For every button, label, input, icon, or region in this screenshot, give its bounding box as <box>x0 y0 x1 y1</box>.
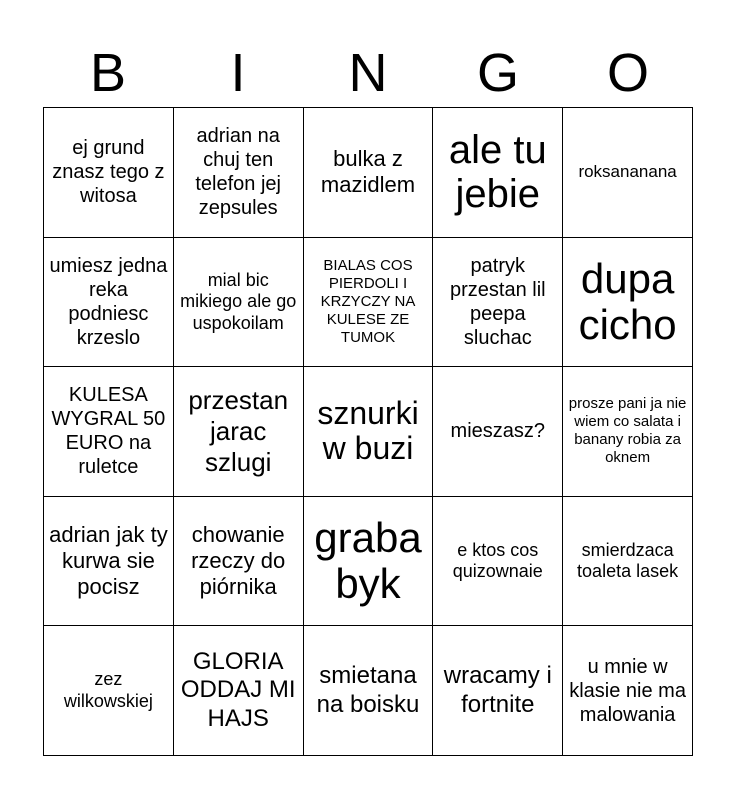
bingo-cell-r5c1[interactable]: zez wilkowskiej <box>44 626 174 756</box>
bingo-cell-r4c3[interactable]: graba byk <box>304 497 434 627</box>
bingo-cell-r1c5[interactable]: roksananana <box>563 108 693 238</box>
bingo-cell-r3c1[interactable]: KULESA WYGRAL 50 EURO na ruletce <box>44 367 174 497</box>
bingo-cell-r5c3[interactable]: smietana na boisku <box>304 626 434 756</box>
bingo-cell-r3c2[interactable]: przestan jarac szlugi <box>174 367 304 497</box>
bingo-cell-r2c1[interactable]: umiesz jedna reka podniesc krzeslo <box>44 238 174 368</box>
header-letter-b: B <box>89 43 127 103</box>
bingo-cell-r2c3[interactable]: BIALAS COS PIERDOLI I KRZYCZY NA KULESE ZE TUMOK <box>304 238 434 368</box>
bingo-cell-r2c5[interactable]: dupa cicho <box>563 238 693 368</box>
bingo-cell-r4c1[interactable]: adrian jak ty kurwa sie pocisz <box>44 497 174 627</box>
bingo-cell-r3c5[interactable]: prosze pani ja nie wiem co salata i banany robia za oknem <box>563 367 693 497</box>
header-letter-i: I <box>230 43 246 103</box>
bingo-cell-r2c2[interactable]: mial bic mikiego ale go uspokoilam <box>174 238 304 368</box>
header-letter-g: G <box>476 43 519 103</box>
bingo-cell-r1c4[interactable]: ale tu jebie <box>433 108 563 238</box>
bingo-cell-r1c1[interactable]: ej grund znasz tego z witosa <box>44 108 174 238</box>
bingo-cell-r2c4[interactable]: patryk przestan lil peepa sluchac <box>433 238 563 368</box>
bingo-cell-r1c2[interactable]: adrian na chuj ten telefon jej zepsules <box>174 108 304 238</box>
bingo-cell-r3c4[interactable]: mieszasz? <box>433 367 563 497</box>
header-letter-n: N <box>348 43 388 103</box>
header-letter-o: O <box>606 43 649 103</box>
bingo-cell-r5c4[interactable]: wracamy i fortnite <box>433 626 563 756</box>
bingo-board <box>43 107 693 756</box>
bingo-cell-r4c2[interactable]: chowanie rzeczy do piórnika <box>174 497 304 627</box>
bingo-header <box>43 40 693 106</box>
bingo-cell-r4c5[interactable]: smierdzaca toaleta lasek <box>563 497 693 627</box>
bingo-cell-r1c3[interactable]: bulka z mazidlem <box>304 108 434 238</box>
bingo-cell-r4c4[interactable]: e ktos cos quizownaie <box>433 497 563 627</box>
bingo-cell-r3c3[interactable]: sznurki w buzi <box>304 367 434 497</box>
bingo-cell-r5c2[interactable]: GLORIA ODDAJ MI HAJS <box>174 626 304 756</box>
bingo-cell-r5c5[interactable]: u mnie w klasie nie ma malowania <box>563 626 693 756</box>
